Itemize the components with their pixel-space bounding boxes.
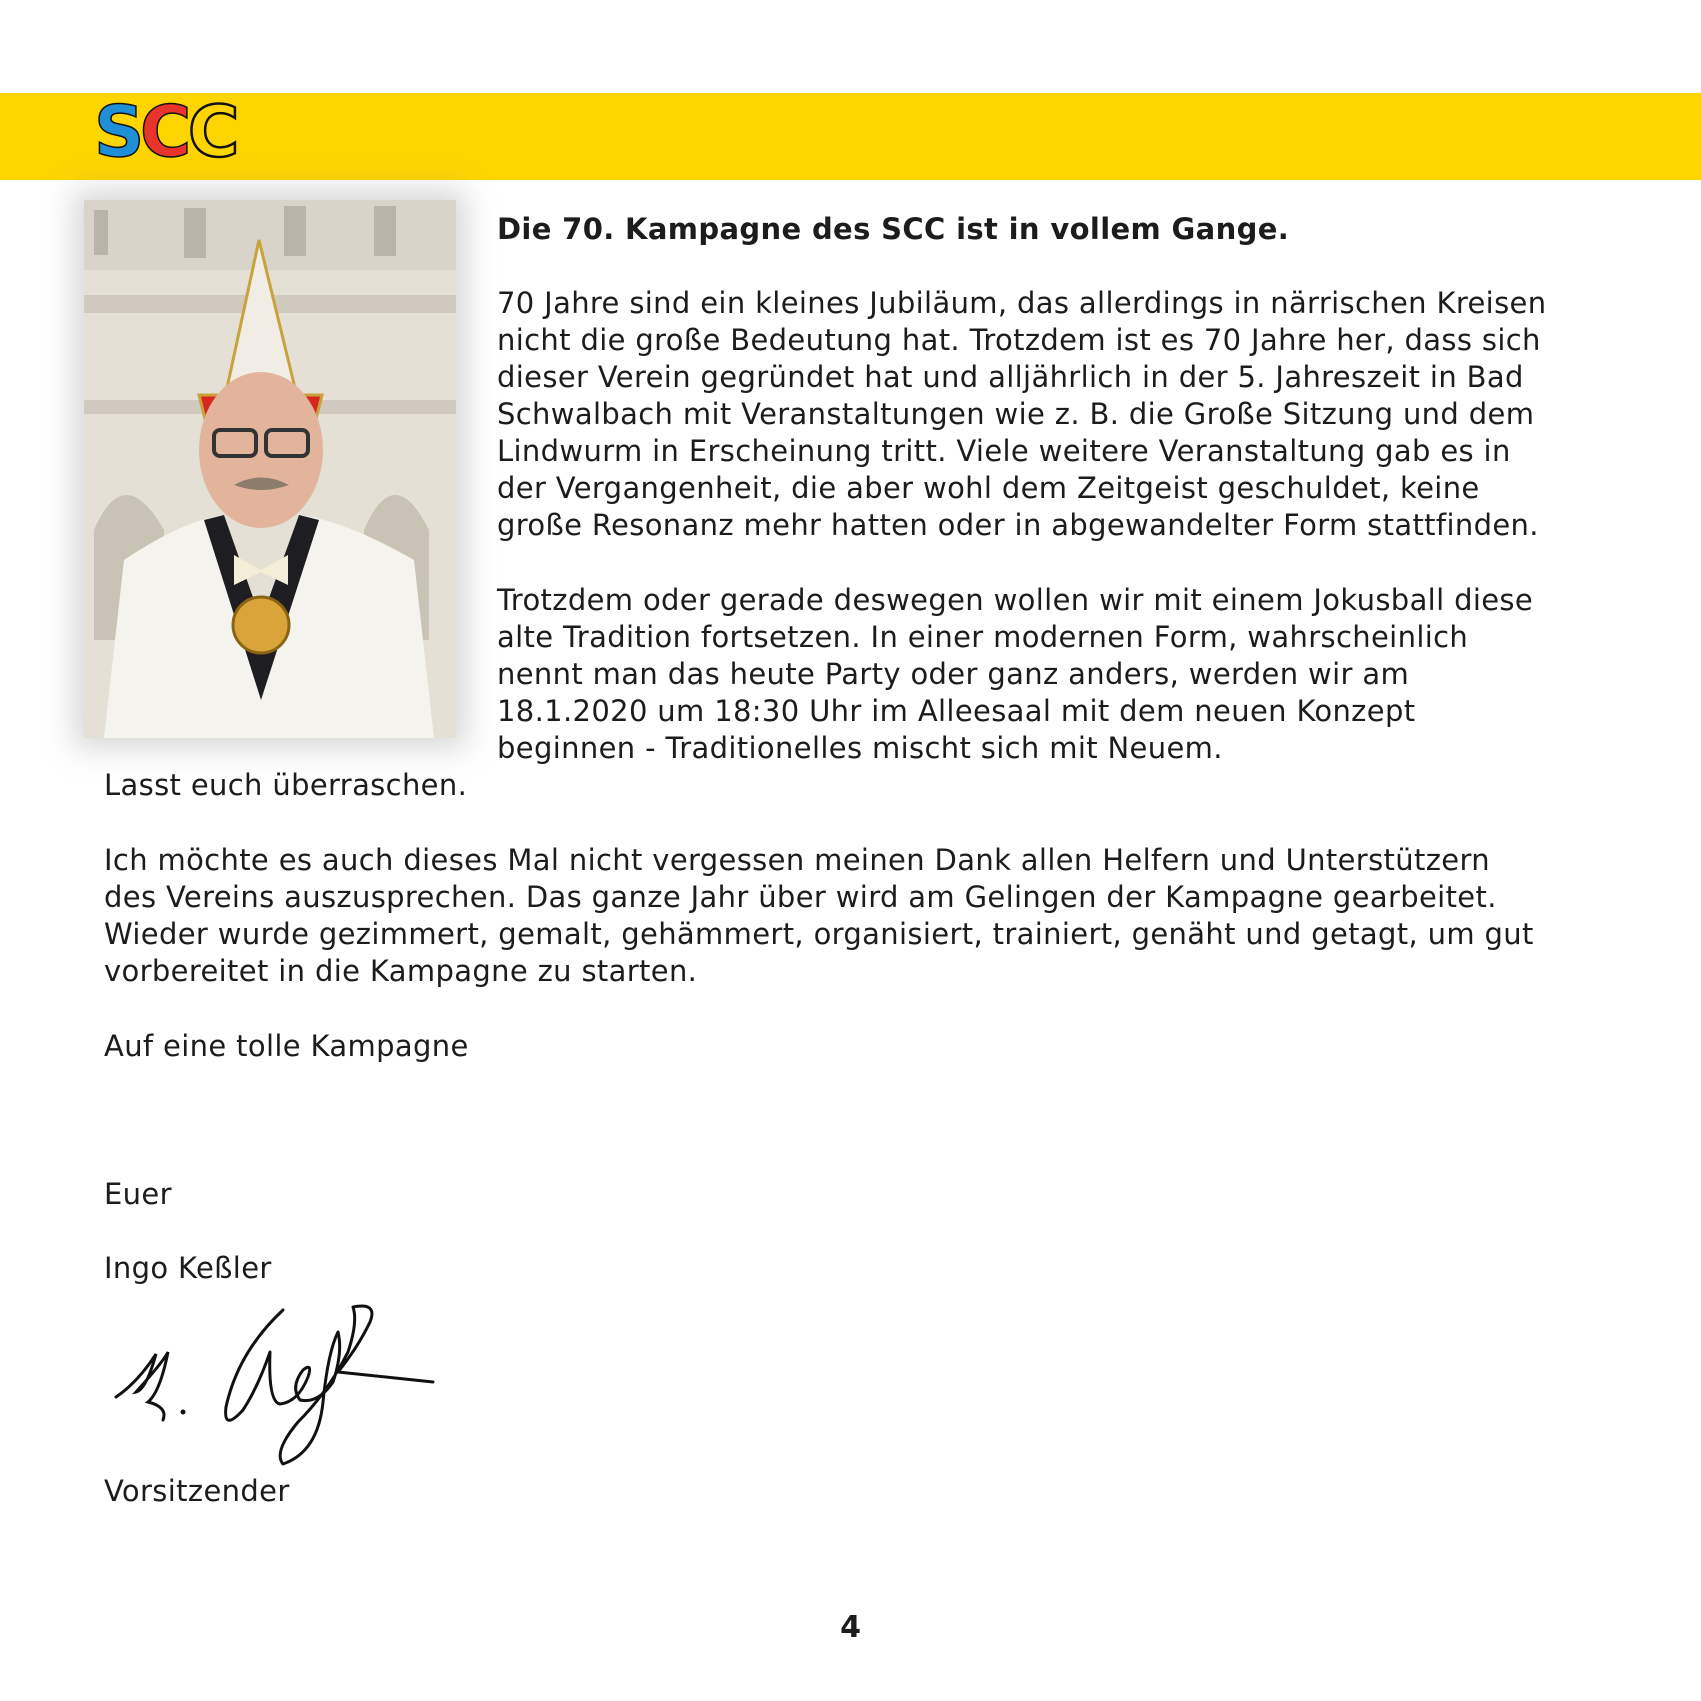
svg-text:S: S bbox=[94, 91, 145, 172]
paragraph-line: nennt man das heute Party oder ganz anders, werden wir am bbox=[497, 657, 1410, 691]
paragraph-line: der Vergangenheit, die aber wohl dem Zeitgeist geschuldet, keine bbox=[497, 471, 1480, 505]
paragraph-line: Lindwurm in Erscheinung tritt. Viele weitere Veranstaltung gab es in bbox=[497, 434, 1511, 468]
signature bbox=[108, 1292, 448, 1472]
paragraph-line: nicht die große Bedeutung hat. Trotzdem ist es 70 Jahre her, dass sich bbox=[497, 323, 1541, 357]
paragraph-line: dieser Verein gegründet hat und alljährlich in der 5. Jahreszeit in Bad bbox=[497, 360, 1524, 394]
paragraph-line: Lasst euch überraschen. bbox=[104, 768, 468, 802]
paragraph-line: alte Tradition fortsetzen. In einer modernen Form, wahrscheinlich bbox=[497, 620, 1469, 654]
signer-role: Vorsitzender bbox=[104, 1474, 290, 1508]
paragraph-line: vorbereitet in die Kampagne zu starten. bbox=[104, 954, 698, 988]
paragraph-line: 70 Jahre sind ein kleines Jubiläum, das allerdings in närrischen Kreisen bbox=[497, 286, 1547, 320]
paragraph-line: des Vereins auszusprechen. Das ganze Jahr über wird am Gelingen der Kampagne gearbeitet. bbox=[104, 880, 1497, 914]
scc-logo bbox=[88, 72, 258, 172]
paragraph-line: Wieder wurde gezimmert, gemalt, gehämmert, organisiert, trainiert, genäht und getagt, um gut bbox=[104, 917, 1534, 951]
paragraph-line: große Resonanz mehr hatten oder in abgewandelter Form stattfinden. bbox=[497, 508, 1539, 542]
paragraph-line: Schwalbach mit Veranstaltungen wie z. B. die Große Sitzung und dem bbox=[497, 397, 1535, 431]
letter-headline: Die 70. Kampagne des SCC ist in vollem Gange. bbox=[497, 212, 1290, 246]
signer-name: Ingo Keßler bbox=[104, 1251, 272, 1285]
svg-text:C: C bbox=[188, 91, 240, 172]
svg-text:C: C bbox=[140, 91, 192, 172]
paragraph-line: Trotzdem oder gerade deswegen wollen wir mit einem Jokusball diese bbox=[497, 583, 1534, 617]
paragraph-line: Ich möchte es auch dieses Mal nicht vergessen meinen Dank allen Helfern und Unterstützern bbox=[104, 843, 1490, 877]
closing-line: Auf eine tolle Kampagne bbox=[104, 1029, 469, 1063]
portrait-photo bbox=[84, 200, 456, 738]
greeting: Euer bbox=[104, 1177, 172, 1211]
paragraph-line: beginnen - Traditionelles mischt sich mit Neuem. bbox=[497, 731, 1223, 765]
paragraph-line: 18.1.2020 um 18:30 Uhr im Alleesaal mit dem neuen Konzept bbox=[497, 694, 1416, 728]
page-number: 4 bbox=[840, 1610, 861, 1645]
